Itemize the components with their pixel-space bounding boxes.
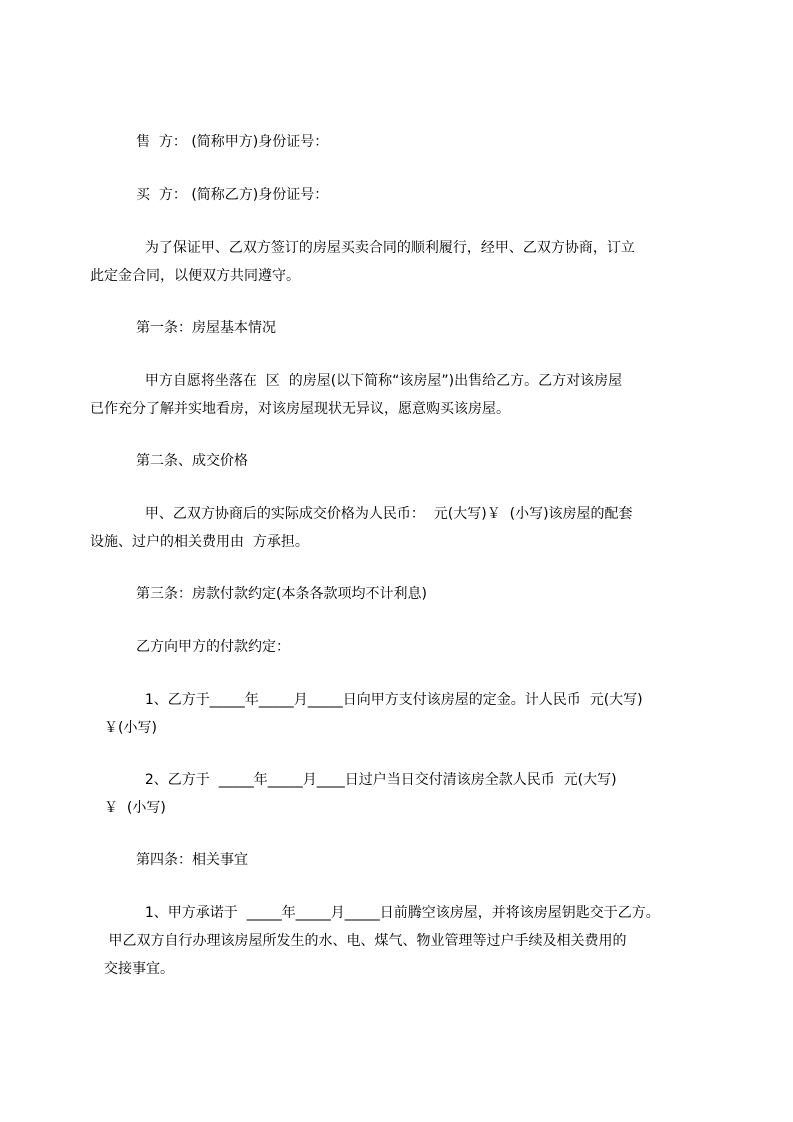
- article-2-body-line-1: 甲、乙双方协商后的实际成交价格为人民币： 元(大写)￥ (小写)该房屋的配套: [136, 506, 633, 522]
- article-3-item-2-line-1: 2、乙方于 _____年_____月____日过户当日交付清该房全款人民币 元(大写): [136, 772, 617, 788]
- article-4-item-1-line-3: 交接事宜。: [104, 961, 174, 977]
- article-2-body-line-2: 设施、过户的相关费用由 方承担。: [90, 534, 309, 550]
- intro-paragraph-line-1: 为了保证甲、乙双方签订的房屋买卖合同的顺利履行，经甲、乙双方协商，订立: [136, 240, 635, 256]
- article-4-item-1-line-2: 甲乙双方自行办理该房屋所发生的水、电、煤气、物业管理等过户手续及相关费用的: [104, 933, 627, 949]
- article-2-title: 第二条、成交价格: [136, 453, 248, 469]
- article-1-title: 第一条：房屋基本情况: [136, 320, 276, 336]
- article-1-body-line-2: 已作充分了解并实地看房，对该房屋现状无异议，愿意购买该房屋。: [90, 401, 510, 417]
- intro-paragraph-line-2: 此定金合同，以便双方共同遵守。: [90, 268, 300, 284]
- buyer-line: 买 方： (简称乙方)身份证号：: [136, 187, 329, 203]
- article-3-item-2-line-2: ￥ (小写): [104, 800, 166, 816]
- article-1-body-line-1: 甲方自愿将坐落在 区 的房屋(以下简称“该房屋”)出售给乙方。乙方对该房屋: [136, 373, 623, 389]
- article-3-item-1-line-1: 1、乙方于_____年_____月_____日向甲方支付该房屋的定金。计人民币 元(大写): [136, 692, 643, 708]
- article-3-title: 第三条：房款付款约定(本条各款项均不计利息): [136, 586, 427, 602]
- article-3-item-1-line-2: ￥(小写): [104, 720, 157, 736]
- article-4-item-1-line-1: 1、甲方承诺于 _____年_____月_____日前腾空该房屋，并将该房屋钥匙交于乙方。: [136, 905, 660, 921]
- article-4-title: 第四条：相关事宜: [136, 852, 248, 868]
- article-3-subtitle: 乙方向甲方的付款约定：: [136, 639, 290, 655]
- seller-line: 售 方： (简称甲方)身份证号：: [136, 134, 329, 150]
